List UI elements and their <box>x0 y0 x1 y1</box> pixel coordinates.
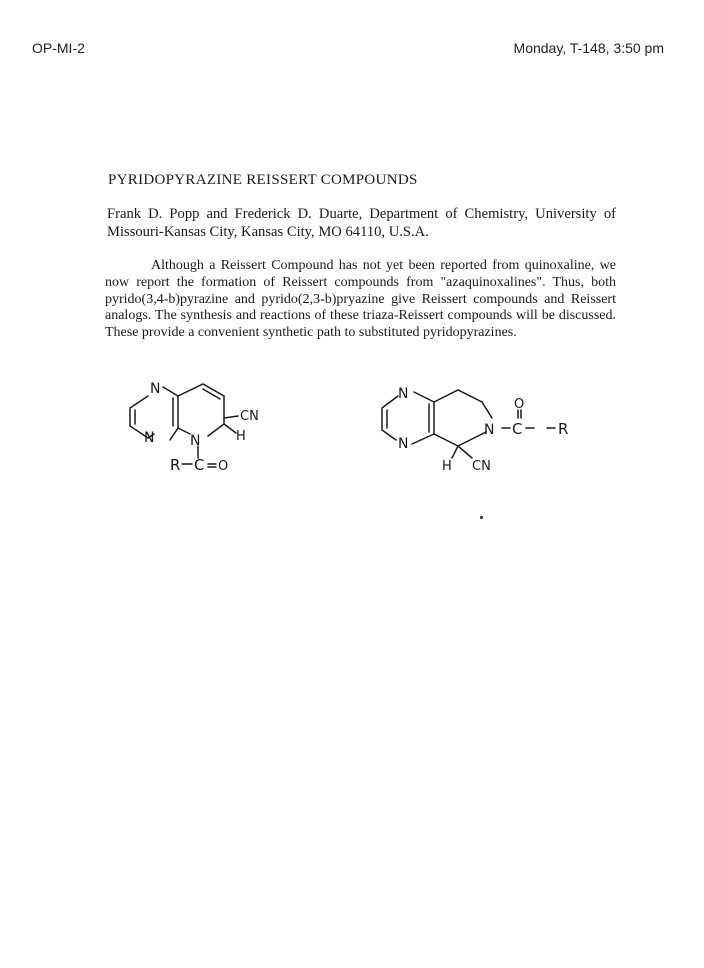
n-atom-bottom: N <box>398 436 409 452</box>
o-atom: O <box>218 459 229 474</box>
document-id: OP-MI-2 <box>32 40 85 56</box>
scan-speck <box>480 516 483 519</box>
n-atom-ring: N <box>190 433 201 449</box>
h-atom: H <box>236 429 246 444</box>
c-atom: C <box>194 456 205 474</box>
r-group: R <box>170 456 181 474</box>
author-affiliation: Frank D. Popp and Frederick D. Duarte, Department of Chemistry, University of Missouri-Kansas City, Kansas City, MO 64110, U.S.A. <box>107 206 616 240</box>
structure-left <box>118 378 288 478</box>
paper-title: PYRIDOPYRAZINE REISSERT COMPOUNDS <box>108 172 418 188</box>
structure-right <box>372 382 582 482</box>
session-info: Monday, T-148, 3:50 pm <box>513 40 664 56</box>
cn-group: CN <box>240 409 259 424</box>
n-atom-top: N <box>398 386 409 402</box>
o-atom: O <box>514 397 525 412</box>
c-atom: C <box>512 420 523 438</box>
cn-group: CN <box>472 459 491 474</box>
n-atom-bottom: N <box>144 430 155 446</box>
h-atom: H <box>442 459 452 474</box>
n-atom-top: N <box>150 381 161 397</box>
structure-left-bonds <box>130 384 238 467</box>
n-atom-ring: N <box>484 422 495 438</box>
r-group: R <box>558 420 569 438</box>
abstract-paragraph: Although a Reissert Compound has not yet been reported from quinoxaline, we now report the formation of Reissert compounds from "azaquinoxalines". Thus, both pyrido(3,4-b)pyrazine and pyrido(2,3-b)pryazine give Reissert compounds and Reissert analogs. The synthesis and reactions of these triaza-Reissert compounds will be discussed. These provide a convenient synthetic path to substituted pyridopyrazines. <box>105 258 616 341</box>
